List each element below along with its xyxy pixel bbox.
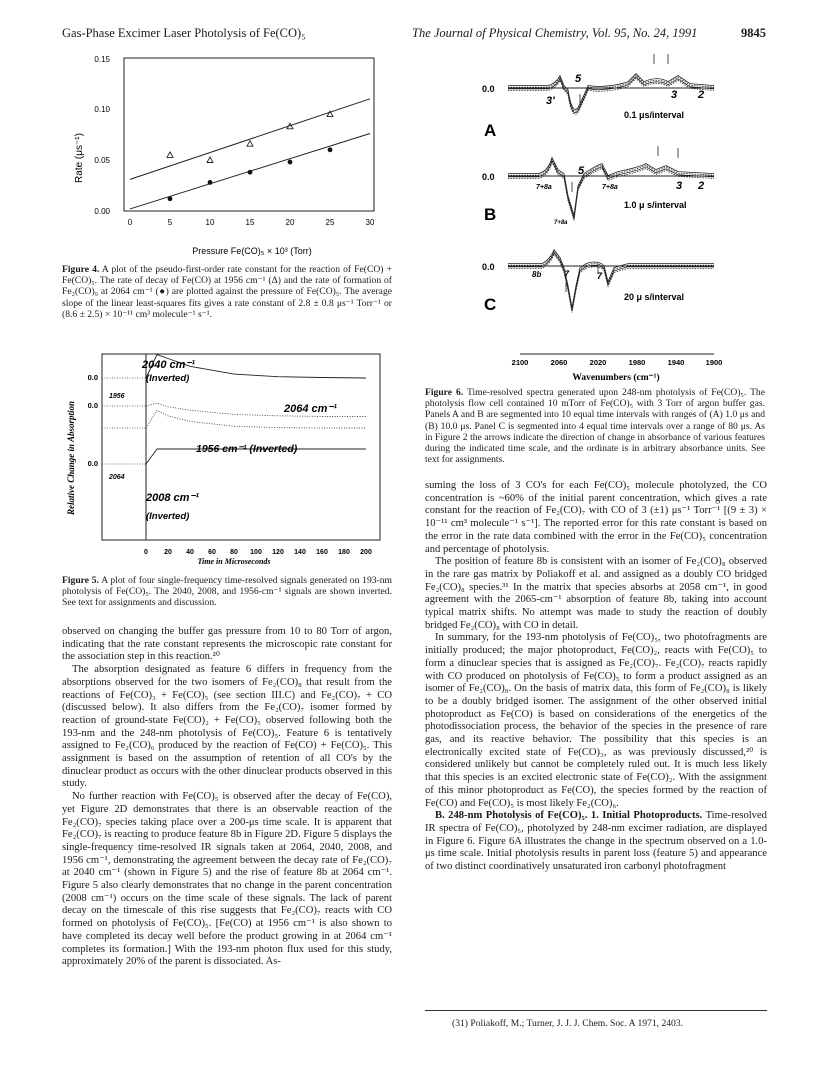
- paragraph: No further reaction with Fe(CO)₅ is observed after the decay of Fe(CO), yet Figure 2D demonstrates that there is an observable reaction of the Fe₂(CO)₇ species taking place over a 200-μs time scale. It is apparent that Fe₂(CO)₇ is reacting to produce feature 8b in Figure 2D. Figure 5 displays the single-frequency time-resolved IR signals taken at 2064, 2040, 2008, and 1956 cm⁻¹, demonstrating the agreement between the decay rate of Fe₂(CO)₇ at 2040 cm⁻¹ (shown in Figure 5) and the rise of feature 8b at 2064 cm⁻¹. Figure 5 also clearly demonstrates that no change in the parent concentration (2008 cm⁻¹) occurs on the time scale of these signals. The lack of parent decay on the timescale of this rise suggests that Fe₂(CO)₇ reacts with CO formed on photolysis of Fe(CO)₅. [Fe(CO) at 1956 cm⁻¹ is also shown to have completed its decay well before the product growing in at 2064 cm⁻¹ completes its formation.] With the 193-nm photon flux used for this study, approximately 20% of the parent is dissociated. As-: [62, 791, 392, 968]
- triangle-point: [207, 157, 213, 163]
- caption-text: A plot of the pseudo-first-order rate constant for the reaction of Fe(CO) + Fe(CO)₅. The rate of decay of Fe(CO) at 1956 cm⁻¹ (Δ) and the rate of formation of Fe₂(CO)₉ at 2064 cm⁻¹ (●) are plotted against the pressure of Fe(CO)₅. The average slope of the linear least-squares fits gives a rate constant of 2.8 ± 0.8 μs⁻¹ Torr⁻¹ or (8.6 ± 2.5) × 10⁻¹¹ cm³ molecule⁻¹ s⁻¹.: [62, 264, 392, 320]
- footnote: (31) Poliakoff, M.; Turner, J. J. J. Chem. Soc. A 1971, 2403.: [452, 1018, 684, 1029]
- caption-label: Figure 6.: [425, 387, 464, 398]
- fig6-label-a: 5: [575, 73, 582, 85]
- figure-4-chart: [62, 48, 392, 260]
- paragraph: In summary, for the 193-nm photolysis of Fe(CO)₅, two photofragments are initially produced; the major photoproduct, Fe(CO)₂, reacts with Fe(CO)₅ to form a dinuclear species that is assigned as Fe₂(CO)₇. Fe₂(CO)₇ reacts rapidly with CO produced on photolysis of Fe(CO)₅ to form a product assigned as an isomer of Fe₂(CO)₈. On the basis of matrix data, this form of Fe₂(CO)₈ is likely to be a doubly bridged isomer. The assignment of the other observed initial photoproduct as Fe(CO) is based on considerations of the energetics of the photodissociation process, the behavior of the species in the presence of rare gas, and its reactive behavior. The possibility that this species is an electronically excited state of Fe(CO)₃, as was previously discussed,²⁰ is considered unlikely but cannot be completely ruled out. It is much less likely that this species is an excited electronic state of Fe(CO)₂. With the assignment of this minor photoproduct as Fe(CO), the species formed by the reaction of Fe(CO) and Fe(CO)₅ is most likely Fe₂(CO)₆.: [425, 632, 767, 809]
- fig5-xtick: 40: [186, 549, 194, 556]
- running-head-right: The Journal of Physical Chemistry, Vol. 95, No. 24, 1991: [412, 26, 698, 40]
- fig5-xtick: 20: [164, 549, 172, 556]
- triangle-point: [167, 152, 173, 158]
- fig6-xtick: 1940: [667, 358, 685, 367]
- fig4-ytick: 0.10: [94, 105, 110, 114]
- fig4-xtick: 30: [365, 218, 375, 227]
- fig5-xtick: 80: [230, 549, 238, 556]
- running-head-left: Gas-Phase Excimer Laser Photolysis of Fe(CO)₅: [62, 26, 306, 40]
- fig5-label-2064: 2064 cm⁻¹: [284, 403, 337, 415]
- fig4-ytick: 0.05: [94, 156, 110, 165]
- fig5-small-1956: 1956: [109, 393, 125, 400]
- fig6-xtick: 1980: [628, 358, 646, 367]
- fig4-xtick: 0: [127, 218, 133, 227]
- fig6-panel-a: A: [484, 121, 497, 140]
- fit-line: [130, 99, 370, 180]
- fig4-ytick: 0.00: [94, 207, 110, 216]
- fig4-ytick: 0.15: [94, 55, 110, 64]
- fig4-yticks: [94, 55, 110, 216]
- fig4-xtick: 20: [285, 218, 295, 227]
- fig6-label-a: 3: [671, 89, 678, 101]
- section-heading: B. 248-nm Photolysis of Fe(CO)₅. 1. Initial Photoproducts.: [435, 810, 703, 822]
- fig6-label-a: 2: [698, 89, 705, 101]
- fig6-xtick: 2020: [589, 358, 607, 367]
- spectrum-trace: [508, 162, 714, 220]
- spectrum-trace: [508, 253, 714, 311]
- fig6-label-b: 7+8a: [602, 184, 618, 191]
- filled-circle-point: [168, 196, 173, 201]
- fig5-small-2064: 2064: [109, 474, 125, 481]
- filled-circle-point: [288, 160, 293, 165]
- fig6-label-c: 7: [564, 269, 570, 279]
- fig6-xtick: 2060: [550, 358, 568, 367]
- fig6-zero-a: 0.0: [482, 84, 495, 94]
- fig6-interval-a: 0.1 μs/interval: [624, 110, 685, 120]
- fig6-xlabel: Wavenumbers (cm⁻¹): [572, 373, 660, 383]
- caption-label: Figure 4.: [62, 264, 100, 275]
- fig6-label-a: 3': [546, 95, 555, 107]
- fig4-ylabel: Rate (μs⁻¹): [74, 133, 85, 183]
- fig4-xtick: 25: [325, 218, 335, 227]
- fig6-panel-b: B: [484, 205, 497, 224]
- spectrum-trace: [508, 78, 714, 114]
- fig6-label-c: 7: [597, 271, 603, 281]
- fig5-xtick: 140: [294, 549, 306, 556]
- fig4-xtick: 10: [205, 218, 215, 227]
- fig5-xtick: 180: [338, 549, 350, 556]
- fig4-xlabel: Pressure Fe(CO)₅ × 10³ (Torr): [192, 246, 312, 256]
- fig6-interval-c: 20 μ s/interval: [624, 292, 685, 302]
- fig5-xtick: 60: [208, 549, 216, 556]
- paragraph: observed on changing the buffer gas pressure from 10 to 80 Torr of argon, indicating that the rate constant represents the microscopic rate constant for the association step in this reaction.²⁰: [62, 626, 392, 663]
- fig5-xtick: 100: [250, 549, 262, 556]
- fig6-label-b: 2: [698, 180, 705, 192]
- fig6-label-b: 7+8a: [536, 184, 552, 191]
- filled-circle-point: [248, 170, 253, 175]
- fig5-label-1956: 1956 cm⁻¹ (Inverted): [196, 443, 298, 455]
- fig5-xtick: 120: [272, 549, 284, 556]
- caption-text: Time-resolved spectra generated upon 248-nm photolysis of Fe(CO)₅. The photolysis flow cell contained 10 mTorr of Fe(CO)₅ with 3 Torr of argon buffer gas. Panels A and B are segmented into 10 equal time intervals with ranges of (A) 1.0 μs and (B) 10.0 μs. Panel C is segmented into 4 equal time intervals over a range of 80 μs. As in Figure 2 the arrows indicate the direction of change in absorbance of various features during the indicated time scale, and the ordinate is in arbitrary absorbance units. See text for assignments.: [425, 387, 765, 466]
- fig5-ytick: 0.0: [87, 401, 98, 410]
- caption-text: A plot of four single-frequency time-resolved signals generated on 193-nm photolysis of Fe(CO)₅. The 2040, 2008, and 1956-cm⁻¹ signals are shown inverted. See text for assignments and discussion.: [62, 575, 392, 609]
- fig5-ytick: 0.0: [87, 373, 98, 382]
- fig5-xtick: 200: [360, 549, 372, 556]
- fig5-ytick: 0.0: [87, 459, 98, 468]
- left-column: [62, 626, 392, 969]
- footnote-rule: [425, 1010, 767, 1011]
- paragraph: [425, 810, 767, 874]
- section-text: Time-resolved IR spectra of Fe(CO)₅, photolyzed by 248-nm excimer radiation, are displayed in Figure 6. Figure 6A illustrates the change in the spectrum observed on a 1.0-μs time scale. Initial photolysis results in parent loss (feature 5) and appearance of two distinct coordinatively unsaturated iron carbonyl photofragment: [425, 810, 767, 873]
- paragraph: The absorption designated as feature 6 differs in frequency from the absorptions observed for the two isomers of Fe₂(CO)₈ that result from the reactions of Fe(CO)₃ + Fe(CO)₅ (see section III.C) and Fe₂(CO)₇ + CO (discussed below). It also differs from the Fe₂(CO)₇ isomer formed by reaction of ground-state Fe(CO)₂ + Fe(CO)₅ observed following both the 193-nm and the 248-nm photolysis of Fe(CO)₅. Feature 6 is tentatively assigned to Fe₂(CO)₆ produced by the reaction of Fe(CO) + Fe(CO)₅. This assignment is based on the assumption of retention of all CO's by the dinuclear product as occurs with the other dinuclear products observed in this study.: [62, 664, 392, 790]
- figure-6-caption: [425, 387, 765, 465]
- fig6-label-c: 8b: [532, 270, 542, 279]
- figure-5-chart: [62, 348, 392, 573]
- fig5-inverted-1: (Inverted): [146, 373, 190, 384]
- figure-4-caption: [62, 264, 392, 320]
- fig5-label-2040: 2040 cm⁻¹: [142, 359, 195, 371]
- fig6-panel-c: C: [484, 295, 497, 314]
- fig6-label-b: 5: [578, 165, 585, 177]
- figure-6-chart: [468, 48, 768, 388]
- fig6-zero-c: 0.0: [482, 262, 495, 272]
- fig6-xtick: 2100: [511, 358, 529, 367]
- spectrum-trace: [508, 77, 714, 113]
- fig4-xticks: [128, 218, 375, 227]
- fig5-label-2008: 2008 cm⁻¹: [146, 492, 199, 504]
- fig6-zero-b: 0.0: [482, 172, 495, 182]
- paragraph: suming the loss of 3 CO's for each Fe(CO)₅ molecule photolyzed, the CO concentration is ~60% of the initial parent concentration, which gives a rate constant for the reaction of Fe₂(CO)₇ with CO of 3 (±1) μs⁻¹ Torr⁻¹ [(9 ± 3) × 10⁻¹¹ cm³ molecule⁻¹ s⁻¹]. The reported error for this rate constant is based on the error in the rate data combined with the error in the Fe(CO)₅ concentration and percentage of photolysis.: [425, 480, 767, 555]
- fig5-inverted-2: (Inverted): [146, 511, 190, 522]
- paragraph: The position of feature 8b is consistent with an isomer of Fe₂(CO)₈ observed in the rare gas matrix by Poliakoff et al. and assigned as a doubly CO bridged Fe₂(CO)₈ species.³¹ In the matrix that species absorbs at 2058 cm⁻¹, in good agreement with the 2065-cm⁻¹ absorption of feature 8b, taking into account typical matrix shifts. No attempt was made to study the reaction of doubly bridged Fe₂(CO)₈ with CO in detail.: [425, 556, 767, 631]
- fig4-xtick: 5: [167, 218, 173, 227]
- fig6-xtick: 1900: [705, 358, 723, 367]
- page-number: 9845: [741, 26, 766, 40]
- filled-circle-point: [328, 147, 333, 152]
- right-column: [425, 480, 767, 874]
- fig5-xtick: 160: [316, 549, 328, 556]
- fig6-label-b: 7+8a: [554, 220, 568, 226]
- fig5-ylabel: Relative Change in Absorption: [66, 401, 76, 515]
- caption-label: Figure 5.: [62, 575, 99, 586]
- spectrum-trace: [508, 254, 714, 312]
- spectrum-trace: [508, 75, 714, 111]
- fig5-xlabel: Time in Microseconds: [197, 557, 271, 566]
- fig5-xtick: 0: [144, 549, 148, 556]
- fig4-xtick: 15: [245, 218, 255, 227]
- figure-5-caption: [62, 575, 392, 609]
- triangle-point: [247, 141, 253, 147]
- fig6-interval-b: 1.0 μ s/interval: [624, 200, 687, 210]
- filled-circle-point: [208, 180, 213, 185]
- fig4-plot-frame: [124, 58, 374, 211]
- fig6-label-b: 3: [676, 180, 683, 192]
- spectrum-trace: [508, 74, 714, 110]
